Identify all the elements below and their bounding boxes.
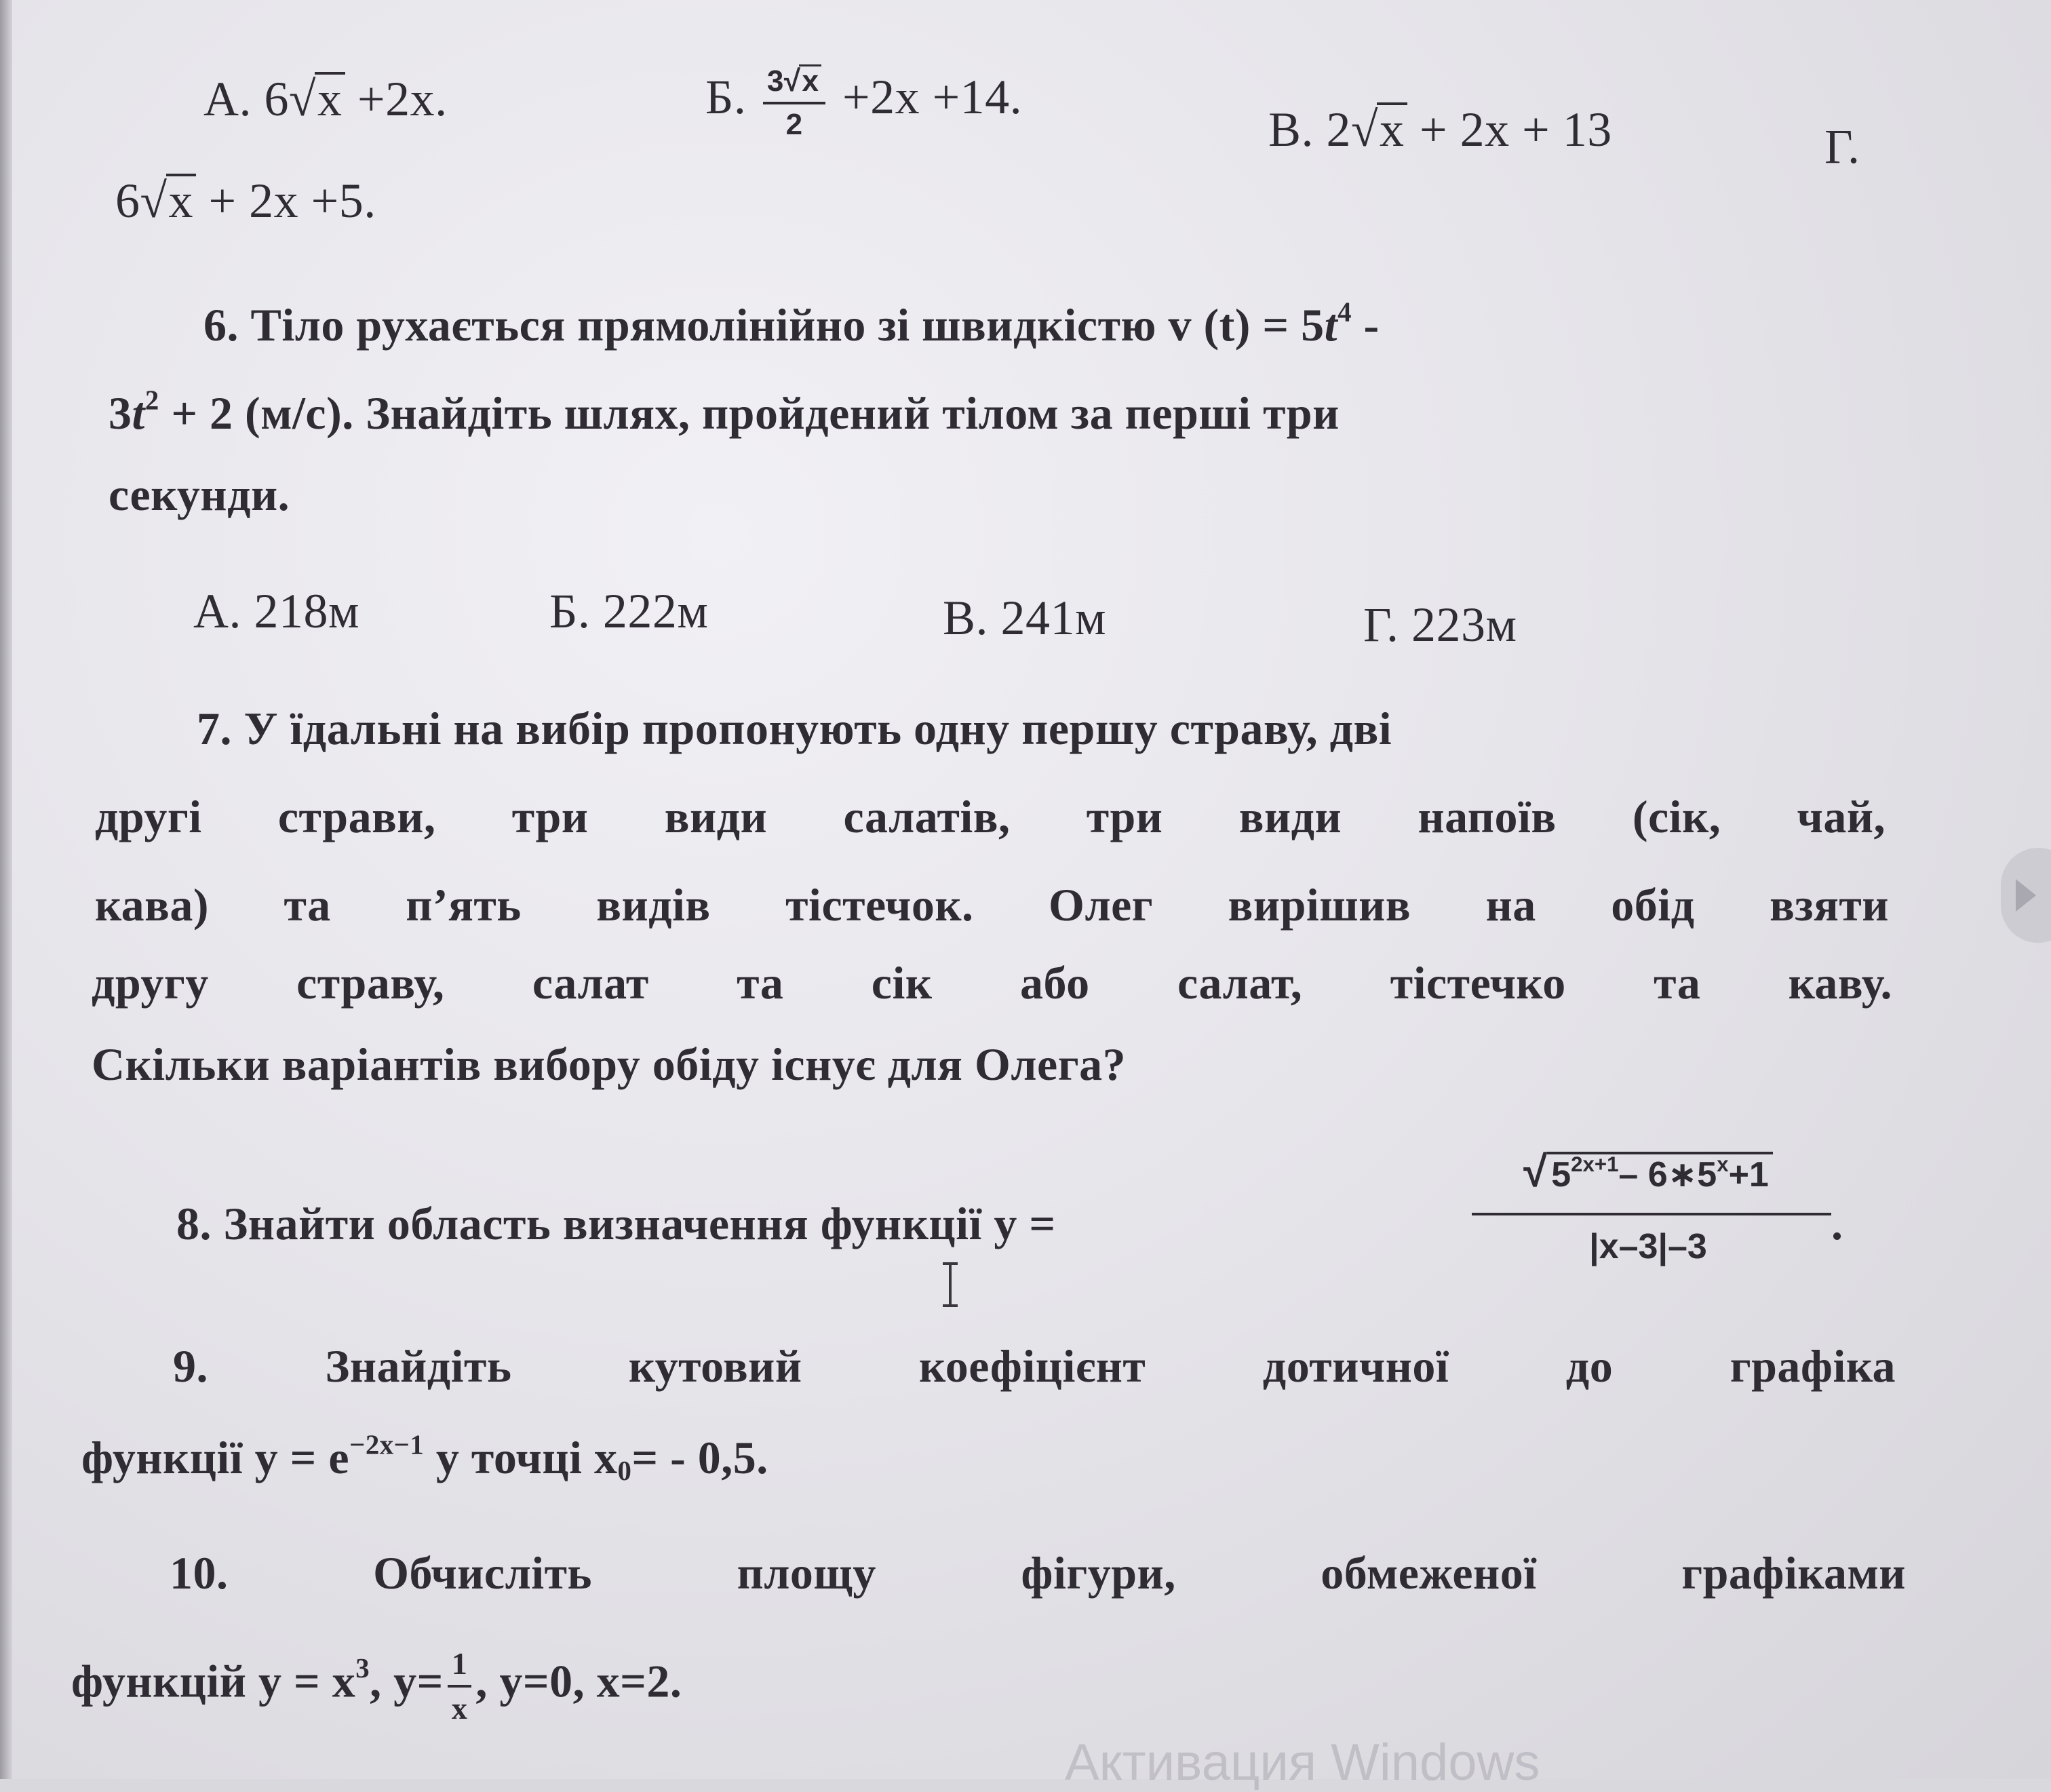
q5-option-g-label bbox=[1824, 119, 1860, 175]
q8-fraction-bar bbox=[1472, 1213, 1831, 1215]
q9-line-2-mid: у точці x bbox=[424, 1432, 618, 1483]
q5-option-g: 6√x + 2x +5. bbox=[115, 174, 376, 228]
q5-option-b-num-coef: 3 bbox=[766, 64, 784, 98]
q5-option-v: В. 2√x + 2x + 13 bbox=[1268, 102, 1612, 157]
q6-line-1-text: 6. Тіло рухається прямолінійно зі швидкістю v (t) = 5 bbox=[203, 299, 1325, 351]
q5-option-b-den: 2 bbox=[785, 108, 803, 141]
q6-option-g: Г. 223м bbox=[1363, 598, 1517, 652]
q10-line-2-mid: , y= bbox=[370, 1655, 444, 1707]
q6-line-1-var: t bbox=[1324, 299, 1338, 351]
q5-option-g-rest: + 2x +5. bbox=[208, 174, 376, 228]
q5-option-v-label: В. 2 bbox=[1268, 102, 1352, 157]
next-arrow-button[interactable] bbox=[2001, 848, 2051, 943]
q5-option-b-label: Б. bbox=[705, 70, 747, 125]
q7-line-2: другі страви, три види салатів, три види напоїв (сік, чай, bbox=[95, 791, 1886, 842]
q8-num-mid: – 6∗5 bbox=[1618, 1155, 1717, 1194]
q7-line-3: кава) та п’ять видів тістечок. Олег вирішив на обід взяти bbox=[95, 879, 1889, 931]
monitor-bezel bbox=[0, 0, 12, 1779]
q9-line-2-sub: 0 bbox=[617, 1456, 632, 1487]
q8-num-base: 5 bbox=[1551, 1155, 1571, 1194]
q8-numerator: √ $5^{2x+1}-$ $6∗5^x+1$ bbox=[1465, 1146, 1831, 1196]
q6-option-v: В. 241м bbox=[943, 591, 1107, 645]
q8-num-end: +1 bbox=[1728, 1155, 1769, 1194]
q5-option-b bbox=[705, 64, 1022, 140]
text-cursor-icon bbox=[939, 1262, 962, 1308]
q8-fraction bbox=[1465, 1146, 1831, 1282]
q9-line-2-end: = - 0,5. bbox=[631, 1432, 768, 1483]
q5-option-b-fraction: $\frac{3√x}{2}$ bbox=[763, 64, 826, 140]
q10-frac-den: x bbox=[451, 1691, 468, 1726]
q7-line-5: Скільки варіантів вибору обіду існує для Олега? bbox=[92, 1038, 1127, 1090]
q5-option-g-coef: 6 bbox=[115, 174, 140, 228]
windows-activation-watermark: Активация Windows bbox=[1065, 1734, 1540, 1791]
q10-line-1: 10. Обчисліть площу фігури, обмеженої графіками bbox=[170, 1547, 1906, 1599]
q10-line-2-text: функцій y = x bbox=[71, 1655, 356, 1707]
q5-option-b-rest: +2x +14. bbox=[842, 70, 1023, 125]
q5-option-v-radicand: x bbox=[1377, 102, 1407, 154]
q9-line-2 bbox=[81, 1431, 768, 1485]
q6-line-3: секунди. bbox=[109, 469, 290, 520]
q5-option-a: А. 6√x +2x. bbox=[203, 72, 448, 126]
q5-option-a-rest: +2x. bbox=[357, 72, 448, 126]
q9-line-2-exp: −2x−1 bbox=[349, 1429, 425, 1460]
q7-line-4: другу страву, салат та сік або салат, тістечко та каву. bbox=[92, 957, 1892, 1009]
q10-fraction bbox=[448, 1648, 472, 1724]
q8-text: 8. Знайти область визначення функції y = bbox=[176, 1198, 1056, 1249]
q8-num-exp-1: 2x+1 bbox=[1571, 1152, 1619, 1177]
q8-num-exp-2: x bbox=[1717, 1152, 1729, 1177]
q5-option-a-label: А. 6 bbox=[203, 72, 289, 126]
q5-option-b-num-radicand: x bbox=[799, 64, 821, 96]
q6-option-b: Б. 222м bbox=[549, 584, 709, 638]
q6-line-2 bbox=[109, 387, 1340, 440]
q6-line-1 bbox=[203, 298, 1380, 352]
q6-line-2-var: t bbox=[132, 387, 145, 439]
q7-line-1: 7. У їдальні на вибір пропонують одну першу страву, дві bbox=[197, 703, 1392, 754]
q6-option-a: А. 218м bbox=[193, 584, 360, 638]
q6-line-2-exp: 2 bbox=[144, 385, 159, 416]
q5-option-v-rest: + 2x + 13 bbox=[1420, 102, 1612, 157]
q9-line-1: 9. Знайдіть кутовий коефіцієнт дотичної до графіка bbox=[173, 1340, 1896, 1392]
q5-option-g-label-text: Г. bbox=[1824, 119, 1860, 174]
q6-line-1-exp: 4 bbox=[1337, 296, 1352, 328]
q8-denominator: |x–3|–3 bbox=[1589, 1227, 1707, 1266]
q9-line-2-text: функції y = e bbox=[81, 1432, 350, 1483]
q10-line-2-exp: 3 bbox=[355, 1653, 370, 1684]
q8-end-dot: . bbox=[1831, 1198, 1843, 1249]
q6-line-1-tail: - bbox=[1351, 299, 1380, 351]
q10-frac-num: 1 bbox=[448, 1648, 472, 1688]
q6-line-2-coef: 3 bbox=[109, 387, 132, 439]
q5-option-g-radicand: x bbox=[166, 174, 197, 225]
q5-option-a-radicand: x bbox=[315, 72, 345, 123]
q10-line-2 bbox=[71, 1648, 682, 1724]
q10-line-2-end: , y=0, x=2. bbox=[475, 1655, 682, 1707]
q6-line-2-text: + 2 (м/с). Знайдіть шлях, пройдений тілом за перші три bbox=[159, 387, 1340, 439]
